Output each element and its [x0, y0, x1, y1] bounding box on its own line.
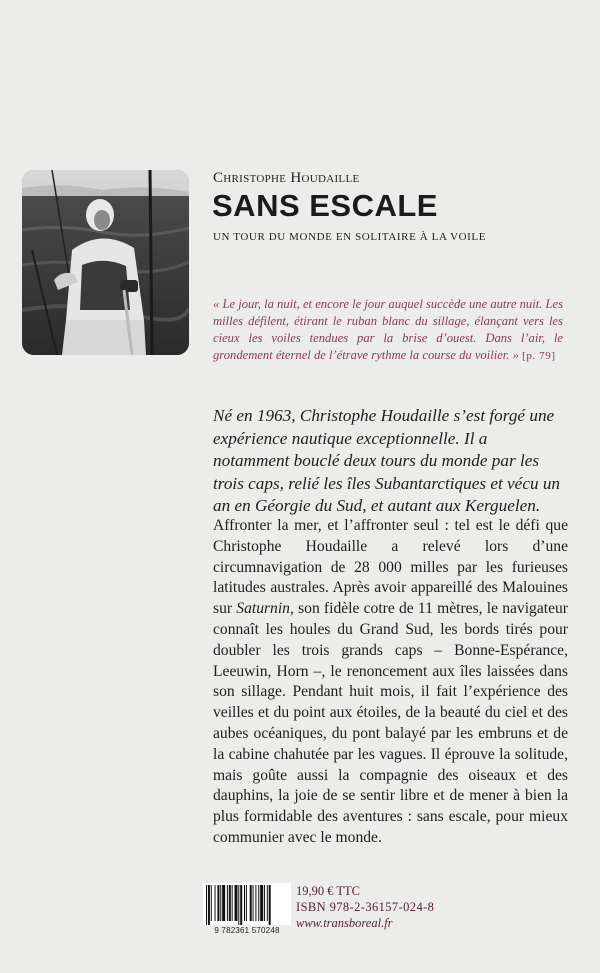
barcode-bar — [240, 885, 242, 925]
barcode-bar — [208, 885, 210, 925]
barcode-bar — [222, 885, 225, 921]
author-name: Christophe Houdaille — [213, 170, 360, 186]
author-bio: Né en 1963, Christophe Houdaille s’est forgé une expérience nautique exceptionnelle. Il a notamment bouclé deux tours du monde par les trois caps, relié les îles Subantarctiques et vécu un an en Géorgie du Sud, et autant aux Kerguelen. — [213, 406, 561, 515]
pull-quote-page-ref: [p. 79] — [522, 350, 556, 362]
barcode-bar — [250, 885, 252, 921]
price: 19,90 € TTC — [296, 884, 361, 898]
price-block — [296, 883, 434, 931]
barcode-bar — [215, 885, 216, 921]
barcode-bar — [260, 885, 263, 921]
barcode-bar — [246, 885, 247, 921]
pull-quote-text: « Le jour, la nuit, et encore le jour auquel succède une autre nuit. Les milles défilent, étirant le ruban blanc du sillage, élançant vers les cieux les voiles tendues par la brise d’ouest. Dans l’air, le grondement éternel de l’étrave rythme la course du voilier. » — [213, 297, 563, 362]
barcode-bar — [229, 885, 231, 921]
barcode-bar — [211, 885, 212, 921]
isbn: ISBN 978-2-36157-024-8 — [296, 900, 435, 914]
barcode-bar — [269, 885, 271, 925]
barcode-number: 9 782361 570248 — [214, 926, 280, 935]
barcode-bar — [217, 885, 219, 921]
pull-quote — [213, 296, 563, 365]
barcode-bar — [264, 885, 265, 921]
barcode-bar — [235, 885, 238, 921]
book-subtitle: UN TOUR DU MONDE EN SOLITAIRE À LA VOILE — [213, 231, 487, 243]
barcode-bar — [258, 885, 259, 921]
barcode-bar — [238, 885, 239, 925]
sailor-photo-image — [22, 170, 189, 355]
description-part-2: , son fidèle cotre de 11 mètres, le navigateur connaît les houles du Grand Sud, les bords tirés pour doubler les trois grands caps – Bonne-Espérance, Leeuwin, Horn –, le renoncement aux îles laissées dans son sillage. Pendant huit mois, il fait l’expérience des veilles et du point aux étoiles, de la beauté du ciel et des aubes océaniques, du pont balayé par les embruns et de la cabine chahutée par les vagues. Il éprouve la solitude, mais goûte aussi la compagnie des oiseaux et des dauphins, la joie de se sentir libre et de mener à bien la plus formidable des aventures : sans escale, pour mieux communier avec le monde. — [213, 600, 569, 846]
barcode — [203, 883, 291, 925]
barcode-bar — [255, 885, 256, 921]
website-link[interactable]: www.transboreal.fr — [296, 916, 393, 930]
barcode-bars — [203, 883, 291, 925]
boat-name: Saturnin — [236, 600, 290, 618]
barcode-bar — [267, 885, 268, 921]
barcode-bar — [253, 885, 254, 921]
barcode-bar — [220, 885, 221, 921]
barcode-bar — [206, 885, 207, 925]
book-description — [213, 516, 568, 849]
barcode-bar — [232, 885, 233, 921]
barcode-bar — [244, 885, 245, 921]
barcode-bar — [227, 885, 228, 921]
sailor-photo — [22, 170, 189, 355]
book-title: SANS ESCALE — [212, 188, 438, 223]
description-part-1: Affronter la mer, et l’affronter seul : tel est le défi que Christophe Houdaille a relevé lors d’une circumnavigation de 28 000 milles par les furieuses latitudes australes. Après avoir appareillé des Malouines sur — [213, 517, 568, 618]
